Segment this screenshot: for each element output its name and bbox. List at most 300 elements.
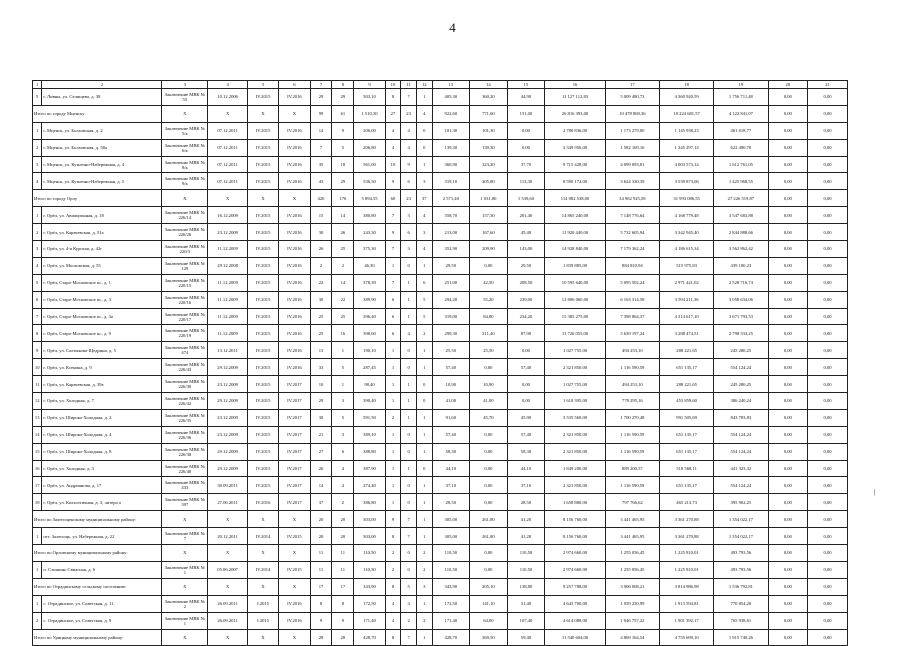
table-cell: 20 (332, 528, 354, 545)
table-cell: 0,00 (808, 122, 848, 139)
table-cell: 797 766,62 (605, 494, 659, 511)
table-cell: 30 (310, 409, 332, 426)
table-cell: 58,30 (507, 443, 545, 460)
table-cell: 6 (401, 224, 417, 241)
table-cell: 245 280,25 (714, 376, 768, 393)
table-cell: 30 (310, 224, 332, 241)
table-cell: 0,00 (507, 376, 545, 393)
address-cell: п. Стишино Свиасная, д. 6 (42, 561, 162, 578)
table-cell: 1 (385, 443, 401, 460)
table-cell: 1 (385, 494, 401, 511)
table-cell: 0,00 (768, 359, 808, 376)
conclusion-cell: Заключение МВК № 8/к (162, 156, 208, 173)
column-number: 18 (660, 81, 714, 89)
table-cell: 3 (332, 393, 354, 410)
table-cell: 21 (310, 426, 332, 443)
table-cell: 8 (385, 629, 401, 646)
table-cell: 35 (310, 156, 332, 173)
table-cell: 0 (401, 359, 417, 376)
table-cell: IV.2017 (279, 409, 310, 426)
table-cell: 493 793,56 (714, 561, 768, 578)
subtotal-row (33, 578, 848, 595)
table-cell: IV.2015 (247, 241, 278, 258)
table-cell: 1 (385, 393, 401, 410)
table-cell: 1 658 880,00 (545, 494, 606, 511)
table-cell: IV.2014 (247, 528, 278, 545)
table-cell: 211,40 (470, 325, 508, 342)
table-cell: 29 (332, 173, 354, 190)
table-cell: 15 385 275,00 (545, 308, 606, 325)
table-cell: 16 (332, 325, 354, 342)
table-cell: 99 (310, 105, 332, 122)
table-cell: 343,90 (432, 578, 470, 595)
table-cell: X (247, 545, 278, 562)
table-cell: 10,90 (432, 376, 470, 393)
table-cell: 0,00 (470, 359, 508, 376)
table-row (33, 156, 848, 173)
column-number: 10 (385, 81, 401, 89)
table-cell: 0 (416, 376, 432, 393)
table-cell: 261,80 (470, 528, 508, 545)
table-cell: 3 535 560,00 (545, 409, 606, 426)
table-cell: 5 (401, 578, 417, 595)
table-cell: 43 (310, 173, 332, 190)
table-cell: 176 (332, 190, 354, 207)
table-cell: 0,00 (768, 308, 808, 325)
table-cell: 44,90 (507, 89, 545, 106)
table-cell: 0,00 (470, 561, 508, 578)
table-cell: 29.12.2009 (208, 359, 248, 376)
table-cell: 5 009 480,73 (605, 89, 659, 106)
table-cell: 9 (385, 224, 401, 241)
table-cell: 25,50 (470, 342, 508, 359)
table-cell: 1 116 590,59 (605, 443, 659, 460)
table-cell: 1 (401, 274, 417, 291)
table-cell: 2 844 888,66 (714, 224, 768, 241)
table-cell: 0 (416, 139, 432, 156)
table-cell: 5 (33, 89, 42, 106)
table-cell: 11 540 604,00 (545, 629, 606, 646)
conclusion-cell: Заключение МВК № 226/42 (162, 393, 208, 410)
table-cell: IV.2016 (279, 274, 310, 291)
table-cell: 26.09.2011 (208, 595, 248, 612)
table-cell: 4 614 088,00 (545, 612, 606, 629)
table-cell: 0,00 (808, 528, 848, 545)
table-cell: 37,10 (507, 477, 545, 494)
table-cell: I.2015 (247, 612, 278, 629)
table-cell: 37,70 (507, 156, 545, 173)
table-cell: 31,40 (507, 595, 545, 612)
table-cell: 0,00 (768, 545, 808, 562)
conclusion-cell: Заключение МВК № 226/30 (162, 376, 208, 393)
table-cell: 0,00 (768, 224, 808, 241)
table-cell: X (162, 578, 208, 595)
table-cell: 0,00 (768, 494, 808, 511)
address-cell: г. Орёл, Старо-Московское ш., д. 3 (42, 291, 162, 308)
table-cell: X (279, 545, 310, 562)
table-cell: IV.2015 (247, 393, 278, 410)
table-cell: 2 (310, 257, 332, 274)
table-cell: 0,00 (808, 443, 848, 460)
table-cell: 13 (33, 409, 42, 426)
table-cell: 3 (416, 578, 432, 595)
address-cell: г. Орёл, ул. Широко-Холодная, д. 2 (42, 409, 162, 426)
table-cell: 29 (332, 89, 354, 106)
table-cell: 884 810,94 (605, 257, 659, 274)
table-cell: 6 (33, 291, 42, 308)
table-cell: 0 (401, 494, 417, 511)
table-cell: 0,00 (768, 139, 808, 156)
table-cell: 9 (385, 511, 401, 528)
table-cell: 518 568,11 (660, 460, 714, 477)
table-cell: 59,40 (507, 629, 545, 646)
table-cell: 110,50 (354, 561, 385, 578)
table-cell: 1 700 270,48 (605, 409, 659, 426)
table-row (33, 89, 848, 106)
table-cell: 11 (33, 376, 42, 393)
table-cell: 14 (310, 477, 332, 494)
table-cell: 0,00 (768, 376, 808, 393)
table-cell: 2 321 850,00 (545, 426, 606, 443)
table-cell: 420 (310, 190, 332, 207)
table-cell: 4 (332, 460, 354, 477)
table-cell: 0,00 (808, 257, 848, 274)
table-cell: 1 (385, 477, 401, 494)
table-cell: 8 (310, 595, 332, 612)
table-cell: 11 726 055,00 (545, 325, 606, 342)
table-cell: 0,00 (768, 122, 808, 139)
table-cell: 4 (401, 139, 417, 156)
table-cell: 205,80 (470, 173, 508, 190)
conclusion-cell: Заключение МВК № 220/17 (162, 308, 208, 325)
table-cell: 0,00 (808, 224, 848, 241)
conclusion-cell: Заключение МВК № 1 (162, 612, 208, 629)
column-number: 4 (208, 81, 248, 89)
table-cell: 388,80 (354, 443, 385, 460)
table-cell: 3 814 986,98 (660, 578, 714, 595)
table-cell: 0,00 (768, 156, 808, 173)
table-cell: 5 (416, 291, 432, 308)
table-cell: IV.2015 (247, 477, 278, 494)
table-cell: 360,20 (470, 89, 508, 106)
table-cell: 31 993 086,55 (660, 190, 714, 207)
table-cell: 0,00 (768, 443, 808, 460)
table-cell: IV.2016 (279, 173, 310, 190)
table-cell: 396,40 (354, 308, 385, 325)
table-cell: 37,10 (432, 477, 470, 494)
table-cell: 343,90 (354, 578, 385, 595)
table-cell: 5 (332, 359, 354, 376)
table-cell: 5 (332, 139, 354, 156)
column-number: 6 (279, 81, 310, 89)
address-cell: г. Орёл, ул. Карачевская, д. 39а (42, 376, 162, 393)
table-cell: 4 122 841,07 (714, 105, 768, 122)
table-cell: 3 (332, 426, 354, 443)
table-cell: 1 510,30 (354, 105, 385, 122)
table-cell: 6 163 314,58 (605, 291, 659, 308)
table-cell: 991 505,69 (660, 409, 714, 426)
table-cell: 1 (416, 511, 432, 528)
table-row (33, 342, 848, 359)
table-cell: 0,00 (768, 257, 808, 274)
table-cell: X (208, 545, 248, 562)
table-cell: IV.2015 (247, 89, 278, 106)
table-cell: 4 003 573,14 (660, 156, 714, 173)
table-cell: 2 (332, 257, 354, 274)
table-cell: 0,00 (470, 494, 508, 511)
table-cell: 7 (401, 511, 417, 528)
column-number: 14 (470, 81, 508, 89)
table-cell: 1 (401, 376, 417, 393)
table-cell: 0 (416, 393, 432, 410)
table-cell: 2 321 850,00 (545, 359, 606, 376)
table-cell: 20.12.2011 (208, 528, 248, 545)
table-cell: IV.2017 (279, 494, 310, 511)
table-cell: 60 (385, 190, 401, 207)
table-cell: 288 221,65 (660, 342, 714, 359)
table-cell: 0,00 (808, 595, 848, 612)
table-cell: 0 (401, 545, 417, 562)
table-cell: 1 (401, 393, 417, 410)
table-cell: 1 (33, 122, 42, 139)
table-cell: 37 (416, 190, 432, 207)
table-cell: 1 (33, 595, 42, 612)
table-cell: 0,00 (470, 257, 508, 274)
table-cell: 57,40 (507, 426, 545, 443)
table-cell: 3 361 270,88 (660, 528, 714, 545)
table-cell: 14 (33, 426, 42, 443)
table-cell: 5 095 502,24 (605, 274, 659, 291)
conclusion-cell: Заключение МВК № 226/36 (162, 426, 208, 443)
table-cell: 1 225 810,01 (660, 545, 714, 562)
table-cell: IV.2014 (247, 561, 278, 578)
table-cell: 239,00 (507, 291, 545, 308)
table-cell: X (279, 629, 310, 646)
table-cell: 494 253,10 (605, 376, 659, 393)
table-cell: 101,30 (432, 122, 470, 139)
table-cell: 4 314 617,10 (660, 308, 714, 325)
table-cell: 8 (385, 578, 401, 595)
table-cell: 889 200,57 (605, 460, 659, 477)
table-cell: 1 539,60 (507, 190, 545, 207)
table-cell: 1 345 297,14 (660, 139, 714, 156)
table-cell: 110,50 (432, 561, 470, 578)
table-row (33, 612, 848, 629)
table-cell: 5 (332, 409, 354, 426)
table-cell: 3 361 270,88 (660, 511, 714, 528)
table-cell: 25,50 (432, 342, 470, 359)
table-cell: IV.2015 (247, 257, 278, 274)
table-cell: IV.2017 (279, 477, 310, 494)
table-cell: 28 (332, 629, 354, 646)
address-cell: пгт. Залегощь, ул. Набережная, д. 22 (42, 528, 162, 545)
column-number: 13 (432, 81, 470, 89)
table-cell: 503,10 (354, 89, 385, 106)
table-cell: 1 255 056,45 (605, 561, 659, 578)
table-cell: 22 (332, 291, 354, 308)
address-cell: г. Мценск, ул. Болховская, д. 2 (42, 122, 162, 139)
table-cell: IV.2016 (279, 122, 310, 139)
table-cell: 201,40 (507, 207, 545, 224)
subtotal-label: Итого по городу Орлу (33, 190, 162, 207)
table-cell: 1 (385, 376, 401, 393)
table-cell: 554 124,24 (714, 359, 768, 376)
table-cell: IV.2017 (279, 443, 310, 460)
column-number: 5 (247, 81, 278, 89)
address-cell: г. Орёл, ул. Московская, д. 55 (42, 257, 162, 274)
table-cell: 1 959 250,99 (605, 595, 659, 612)
table-cell: IV.2016 (279, 359, 310, 376)
table-cell: 1 (332, 342, 354, 359)
table-cell: 0,00 (470, 460, 508, 477)
table-cell: 3 539 873,06 (660, 173, 714, 190)
table-cell: 1 (416, 89, 432, 106)
table-cell: 1 225 810,01 (660, 561, 714, 578)
table-cell: 157,30 (470, 207, 508, 224)
table-cell: 0,00 (808, 426, 848, 443)
conclusion-cell: Заключение МВК № 220/15 (162, 274, 208, 291)
table-cell: 1 145 938,23 (660, 122, 714, 139)
table-cell: IV.2016 (279, 224, 310, 241)
conclusion-cell: Заключение МВК № 55 (162, 89, 208, 106)
table-cell: 25 (310, 325, 332, 342)
column-number-row (33, 81, 848, 89)
table-cell: 29,50 (432, 257, 470, 274)
column-number: 11 (401, 81, 417, 89)
table-cell: IV.2016 (279, 342, 310, 359)
table-cell: 2 780 836,00 (545, 122, 606, 139)
table-cell: 110,50 (432, 545, 470, 562)
table-cell: 1 (385, 460, 401, 477)
table-cell: 98,40 (354, 376, 385, 393)
table-cell: 7 179 362,24 (605, 241, 659, 258)
table-cell: 138,80 (507, 578, 545, 595)
table-cell: 5 (416, 308, 432, 325)
table-cell: 651 135,17 (660, 443, 714, 460)
table-cell: 5 894,55 (354, 190, 385, 207)
table-cell: 7 (401, 528, 417, 545)
table-cell: 30 (310, 291, 332, 308)
table-cell: 23 (401, 190, 417, 207)
table-cell: 172,50 (354, 595, 385, 612)
table-cell: 2 (332, 494, 354, 511)
table-cell: 8 590 172,00 (545, 173, 606, 190)
table-row (33, 257, 848, 274)
table-cell: 0,00 (808, 409, 848, 426)
table-cell: 15 (310, 207, 332, 224)
subtotal-label: Итого по городу Мценску (33, 105, 162, 122)
table-cell: 554 124,24 (714, 443, 768, 460)
table-cell: 101,30 (470, 122, 508, 139)
table-cell: 6 (332, 443, 354, 460)
subtotal-row (33, 545, 848, 562)
table-cell: 141,10 (470, 595, 508, 612)
table-row (33, 528, 848, 545)
subtotal-row (33, 511, 848, 528)
table-cell: 11 127 112,83 (545, 89, 606, 106)
table-cell: 1 (385, 257, 401, 274)
table-cell: 41,00 (470, 393, 508, 410)
table-cell: IV.2016 (279, 207, 310, 224)
table-row (33, 426, 848, 443)
table-cell: 205,10 (470, 578, 508, 595)
table-row (33, 291, 848, 308)
address-cell: г. Орёл, ул. 4-я Курская, д. 42г (42, 241, 162, 258)
table-cell: 14 928 840,00 (545, 241, 606, 258)
table-cell: IV.2015 (247, 308, 278, 325)
table-row (33, 274, 848, 291)
table-cell: 16 (33, 460, 42, 477)
table-cell: 5 (33, 274, 42, 291)
table-row (33, 308, 848, 325)
table-cell: 22 (310, 274, 332, 291)
table-cell: 143,00 (507, 241, 545, 258)
table-cell: IV.2015 (247, 426, 278, 443)
table-cell: 4 168 779,48 (660, 207, 714, 224)
table-cell: X (279, 578, 310, 595)
table-cell: 9 (33, 342, 42, 359)
table-cell: 3 (33, 156, 42, 173)
table-cell: 305,00 (432, 511, 470, 528)
table-cell: 172,50 (432, 595, 470, 612)
table-cell: 213,00 (432, 224, 470, 241)
table-cell: 11.12.2009 (208, 308, 248, 325)
address-cell: г. Орёл, Старо-Московское ш., д. 3а (42, 308, 162, 325)
table-cell: 0,00 (768, 561, 808, 578)
table-cell: 07.12.2011 (208, 156, 248, 173)
table-cell: 1 915 740,26 (714, 629, 768, 646)
table-cell: 428,70 (354, 629, 385, 646)
table-cell: 14 (332, 207, 354, 224)
table-cell: X (208, 511, 248, 528)
table-cell: 208,50 (507, 274, 545, 291)
table-cell: 45,40 (507, 224, 545, 241)
table-cell: X (162, 545, 208, 562)
table-cell: 87,90 (507, 325, 545, 342)
table-cell: 5 639 197,24 (605, 325, 659, 342)
table-cell: X (162, 511, 208, 528)
table-cell: 465 213,73 (660, 494, 714, 511)
table-cell: 3 (416, 173, 432, 190)
table-row (33, 494, 848, 511)
table-cell: 151,00 (507, 105, 545, 122)
table-cell: 389,90 (354, 291, 385, 308)
table-cell: 0,00 (808, 190, 848, 207)
table-cell: 11.12.2009 (208, 325, 248, 342)
table-cell: 0,00 (808, 629, 848, 646)
table-cell: IV.2016 (279, 156, 310, 173)
table-cell: 23.12.2009 (208, 409, 248, 426)
table-cell: 44,10 (507, 460, 545, 477)
table-cell: 3 288 474,51 (660, 325, 714, 342)
table-cell: 7 (401, 89, 417, 106)
table-cell: 10 (385, 156, 401, 173)
table-cell: 0,00 (768, 241, 808, 258)
table-cell: 843 783,83 (714, 409, 768, 426)
column-number: 19 (714, 81, 768, 89)
table-cell: 0 (416, 460, 432, 477)
table-cell: 07.12.2011 (208, 139, 248, 156)
table-cell: 4 (416, 207, 432, 224)
table-cell: 7 (310, 139, 332, 156)
table-cell: 3 562 862,42 (714, 241, 768, 258)
table-cell: 30.09.2011 (208, 477, 248, 494)
column-number: 8 (332, 81, 354, 89)
table-cell: IV.2015 (279, 561, 310, 578)
table-cell: 0,00 (808, 139, 848, 156)
table-cell: 11 (332, 545, 354, 562)
table-cell: 27 (310, 443, 332, 460)
